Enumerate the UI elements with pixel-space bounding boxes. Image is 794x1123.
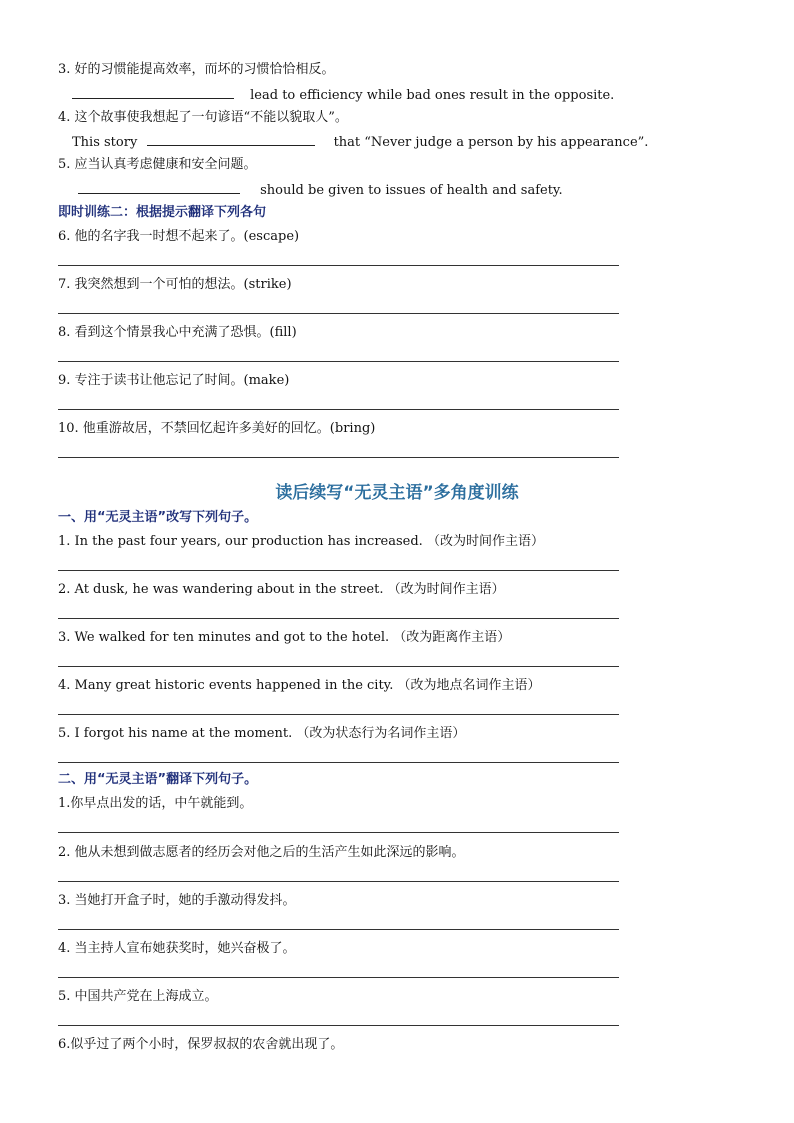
answer-line[interactable] (58, 881, 619, 882)
list-item: 8. 看到这个情景我心中充满了恐惧。(fill) (58, 325, 297, 340)
list-item: 3. 当她打开盒子时，她的手激动得发抖。 (58, 893, 296, 908)
answer-blank[interactable] (72, 86, 234, 99)
list-item: 10. 他重游故居，不禁回忆起许多美好的回忆。(bring) (58, 421, 376, 436)
list-item: 6. 他的名字我一时想不起来了。(escape) (58, 229, 300, 244)
list-item: 3. We walked for ten minutes and got to the hotel. （改为距离作主语） (58, 630, 511, 645)
section-heading-translate: 二、用“无灵主语”翻译下列句子。 (58, 772, 258, 787)
answer-line[interactable] (58, 570, 619, 571)
item-5-cn: 5. 应当认真考虑健康和安全问题。 (58, 157, 257, 172)
page-title: 读后续写“无灵主语”多角度训练 (275, 483, 519, 503)
answer-line[interactable] (58, 457, 619, 458)
section-heading-instant2: 即时训练二：根据提示翻译下列各句 (58, 205, 267, 220)
answer-line[interactable] (58, 929, 619, 930)
answer-line[interactable] (58, 832, 619, 833)
answer-line[interactable] (58, 313, 619, 314)
answer-blank[interactable] (147, 133, 315, 146)
answer-line[interactable] (58, 666, 619, 667)
list-item: 2. At dusk, he was wandering about in the street. （改为时间作主语） (58, 582, 505, 597)
answer-line[interactable] (58, 977, 619, 978)
list-item: 7. 我突然想到一个可怕的想法。(strike) (58, 277, 292, 292)
answer-line[interactable] (58, 762, 619, 763)
answer-line[interactable] (58, 714, 619, 715)
item-3-en: lead to efficiency while bad ones result in the opposite. (72, 86, 614, 104)
list-item: 1. In the past four years, our production has increased. （改为时间作主语） (58, 534, 544, 549)
item-5-en: should be given to issues of health and safety. (78, 181, 563, 199)
section-heading-rewrite: 一、用“无灵主语”改写下列句子。 (58, 510, 258, 525)
list-item: 5. I forgot his name at the moment. （改为状态行为名词作主语） (58, 726, 466, 741)
answer-line[interactable] (58, 361, 619, 362)
item-4-en: This story that “Never judge a person by his appearance”. (72, 135, 649, 150)
answer-line[interactable] (58, 265, 619, 266)
answer-blank[interactable] (78, 181, 240, 194)
list-item: 6.似乎过了两个小时，保罗叔叔的农舍就出现了。 (58, 1037, 344, 1052)
item-4-cn: 4. 这个故事使我想起了一句谚语“不能以貌取人”。 (58, 110, 348, 125)
answer-line[interactable] (58, 409, 619, 410)
list-item: 2. 他从未想到做志愿者的经历会对他之后的生活产生如此深远的影响。 (58, 845, 465, 860)
item-3-cn: 3. 好的习惯能提高效率，而坏的习惯恰恰相反。 (58, 62, 335, 77)
list-item: 5. 中国共产党在上海成立。 (58, 989, 218, 1004)
list-item: 4. Many great historic events happened in the city. （改为地点名词作主语） (58, 678, 541, 693)
list-item: 4. 当主持人宣布她获奖时，她兴奋极了。 (58, 941, 296, 956)
answer-line[interactable] (58, 1025, 619, 1026)
answer-line[interactable] (58, 618, 619, 619)
list-item: 1.你早点出发的话，中午就能到。 (58, 796, 253, 811)
list-item: 9. 专注于读书让他忘记了时间。(make) (58, 373, 290, 388)
